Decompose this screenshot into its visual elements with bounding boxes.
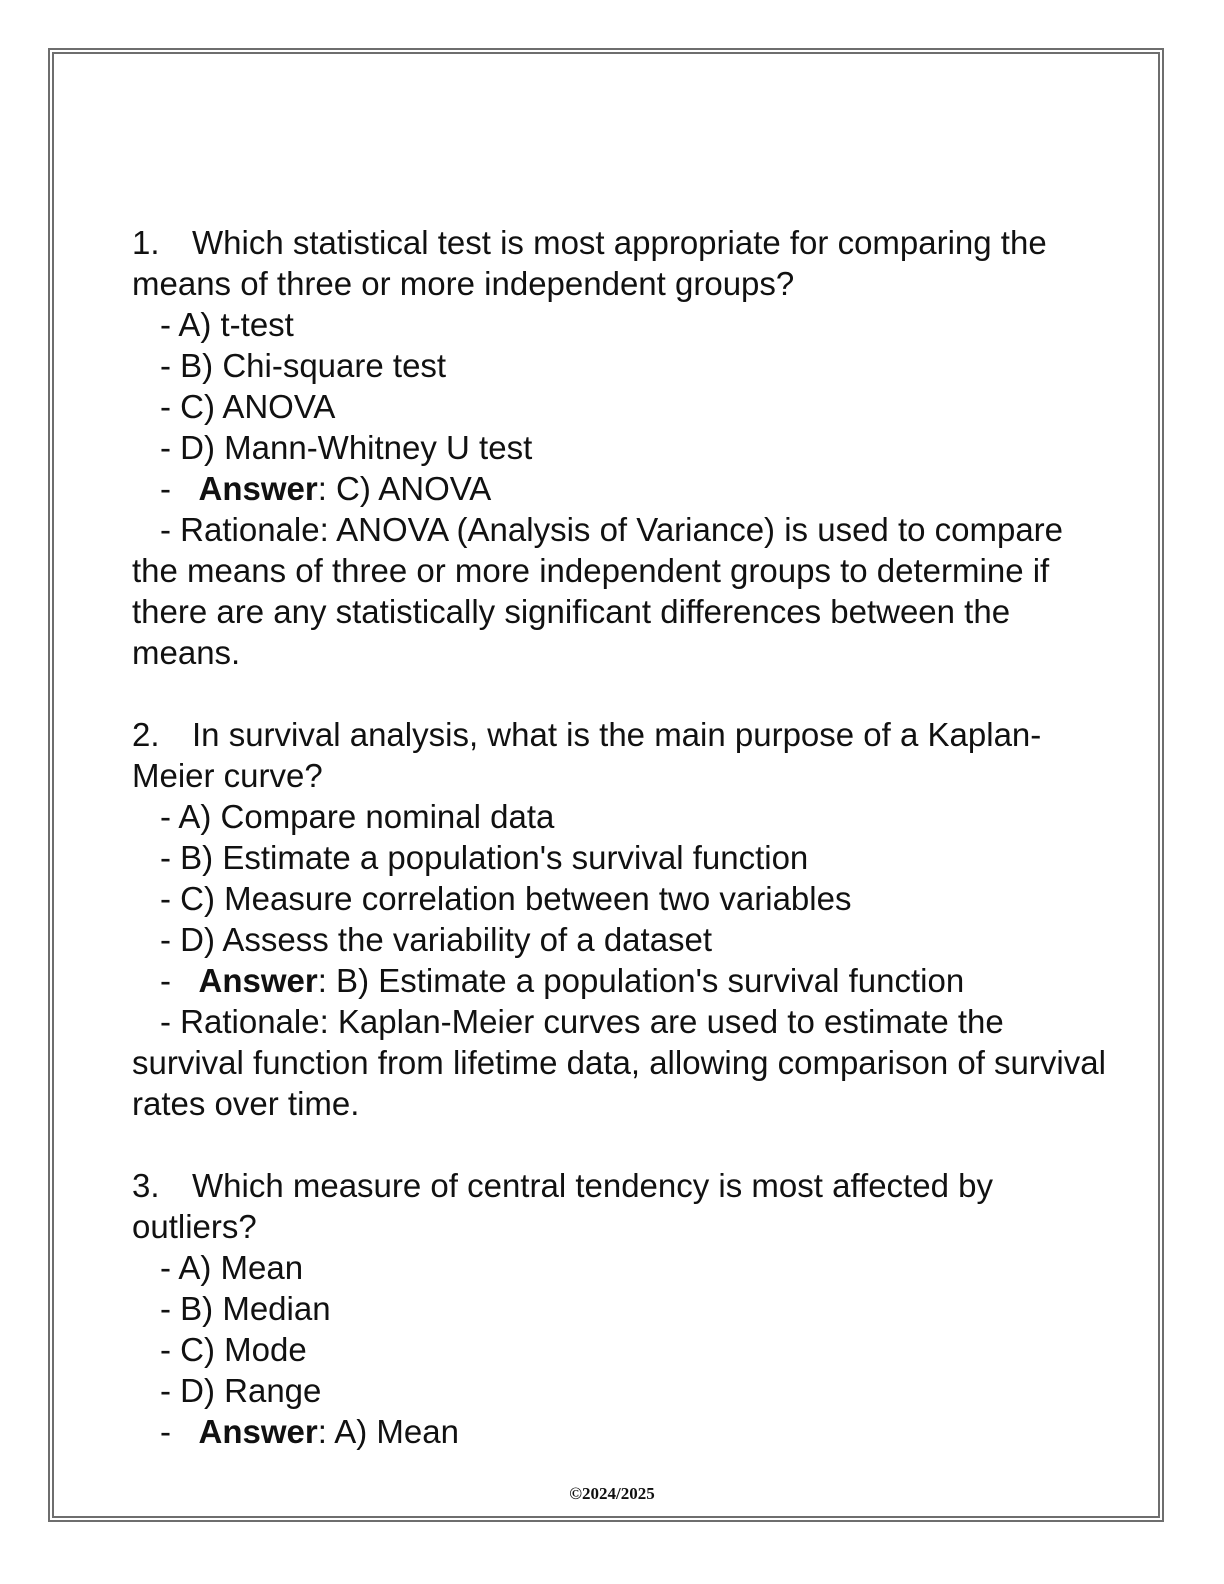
- option-b: - B) Estimate a population's survival function: [160, 839, 809, 876]
- answer-label: Answer: [198, 1413, 318, 1450]
- answer-prefix: -: [160, 470, 199, 507]
- question-stem: [132, 1165, 1112, 1247]
- document-content: [132, 222, 1112, 1452]
- question-number: 3.: [132, 1167, 160, 1204]
- option-c: - C) ANOVA: [160, 388, 336, 425]
- question-3: [132, 1165, 1112, 1452]
- answer-text: : B) Estimate a population's survival function: [317, 962, 965, 999]
- option-a: - A) Compare nominal data: [160, 798, 555, 835]
- question-text: Which measure of central tendency is most affected by outliers?: [132, 1167, 993, 1245]
- question-2: [132, 714, 1112, 1124]
- answer-label: Answer: [198, 470, 318, 507]
- answer-label: Answer: [198, 962, 318, 999]
- option-a: - A) t-test: [160, 306, 294, 343]
- question-1: [132, 222, 1112, 673]
- answer-line: [132, 1411, 1112, 1452]
- question-stem: [132, 222, 1112, 304]
- option-d: - D) Range: [160, 1372, 322, 1409]
- answer-text: : A) Mean: [317, 1413, 459, 1450]
- option-a: - A) Mean: [160, 1249, 304, 1286]
- question-text: In survival analysis, what is the main purpose of a Kaplan-Meier curve?: [132, 716, 1042, 794]
- answer-prefix: -: [160, 962, 199, 999]
- option-d: - D) Assess the variability of a dataset: [160, 921, 713, 958]
- rationale: - Rationale: Kaplan-Meier curves are used to estimate the survival function from lifetime data, allowing comparison of survival rates over time.: [132, 1003, 1106, 1122]
- option-b: - B) Chi-square test: [160, 347, 447, 384]
- option-c: - C) Measure correlation between two variables: [160, 880, 852, 917]
- answer-prefix: -: [160, 1413, 199, 1450]
- option-b: - B) Median: [160, 1290, 331, 1327]
- question-text: Which statistical test is most appropriate for comparing the means of three or more independent groups?: [132, 224, 1047, 302]
- answer-line: [132, 960, 1112, 1001]
- rationale: - Rationale: ANOVA (Analysis of Variance) is used to compare the means of three or more independent groups to determine if there are any statistically significant differences between the means.: [132, 511, 1064, 671]
- option-c: - C) Mode: [160, 1331, 307, 1368]
- question-number: 2.: [132, 716, 160, 753]
- question-number: 1.: [132, 224, 160, 261]
- question-stem: [132, 714, 1112, 796]
- option-d: - D) Mann-Whitney U test: [160, 429, 533, 466]
- copyright-footer: ©2024/2025: [569, 1484, 655, 1503]
- answer-line: [132, 468, 1112, 509]
- answer-text: : C) ANOVA: [317, 470, 492, 507]
